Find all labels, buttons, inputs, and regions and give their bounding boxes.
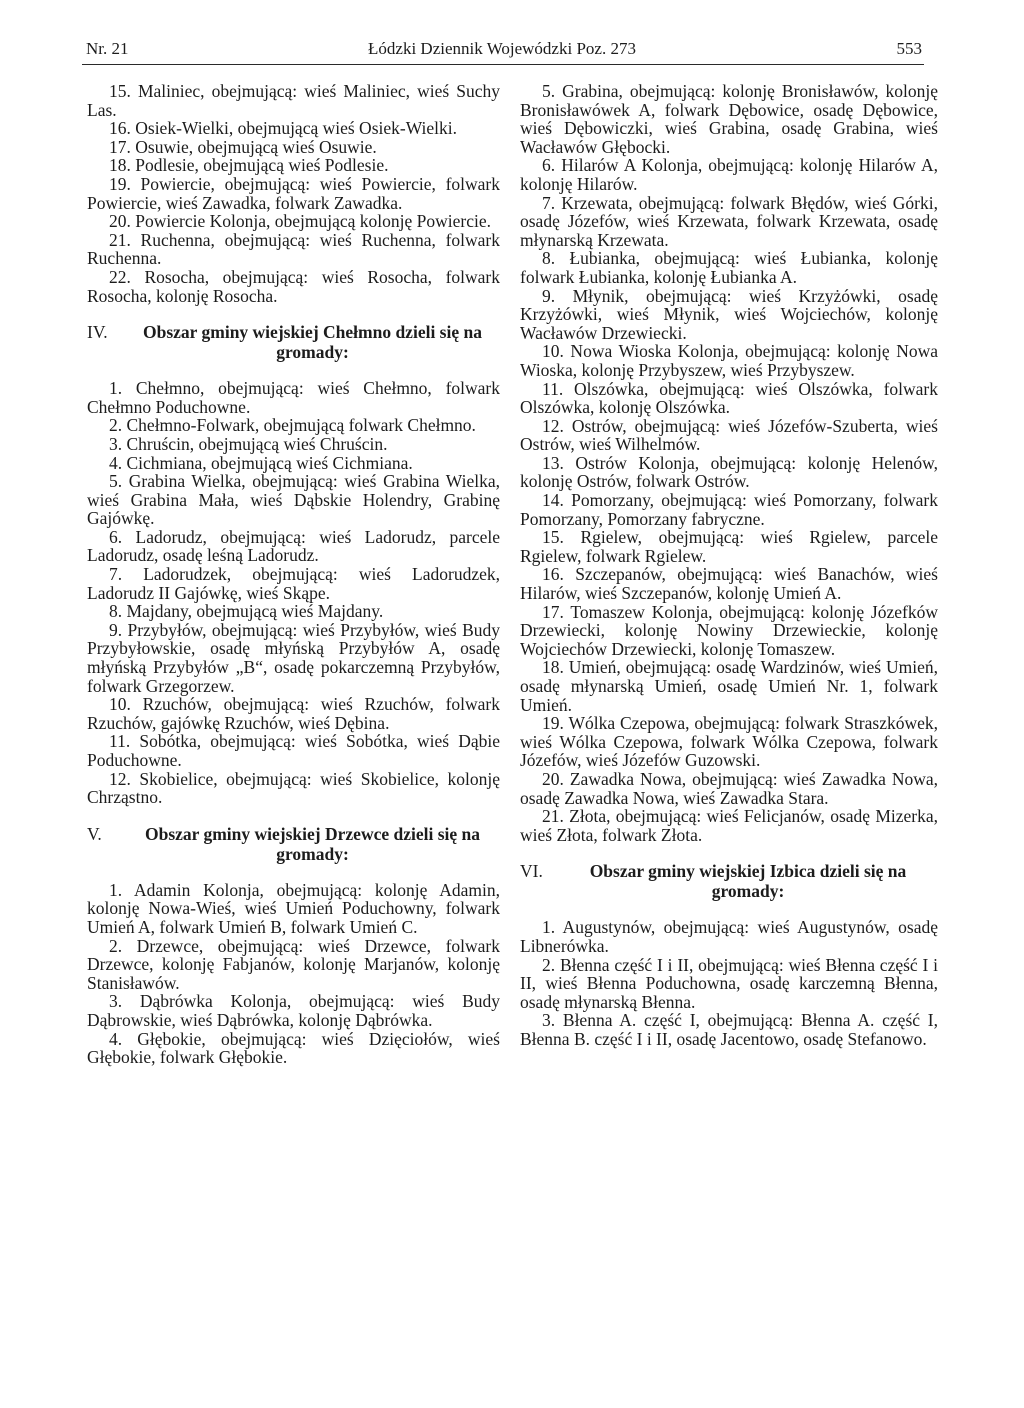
section-heading	[520, 861, 938, 901]
section-title: Obszar gminy wiejskiej Izbica dzieli się na gromady:	[589, 861, 907, 902]
list-item: 4. Głębokie, obejmującą: wieś Dzięciołów, wieś Głębokie, folwark Głębokie.	[87, 1028, 500, 1068]
list-item: 18. Umień, obejmującą: osadę Wardzinów, wieś Umień, osadę młynarską Umień, osadę Umień Nr. 1, folwark Umień.	[520, 657, 938, 715]
section-number: V.	[87, 823, 102, 844]
list-item: 17. Osuwie, obejmującą wieś Osuwie.	[109, 136, 377, 157]
list-item: 19. Wólka Czepowa, obejmującą: folwark Straszkówek, wieś Wólka Czepowa, folwark Wólka Czepowa, folwark Józefów, wieś Józefów Guzowski.	[520, 713, 938, 771]
list-item: 18. Podlesie, obejmującą wieś Podlesie.	[109, 155, 389, 176]
list-item: 8. Łubianka, obejmującą: wieś Łubianka, kolonję folwark Łubianka, kolonję Łubianka A.	[520, 248, 938, 287]
list-item: 20. Powiercie Kolonja, obejmującą kolonję Powiercie.	[109, 211, 491, 232]
list-item: 13. Ostrów Kolonja, obejmującą: kolonję Helenów, kolonję Ostrów, folwark Ostrów.	[520, 452, 938, 492]
list-item: 16. Osiek-Wielki, obejmującą wieś Osiek-Wielki.	[109, 118, 458, 139]
list-item: 7. Krzewata, obejmującą: folwark Błędów, wieś Górki, osadę Józefów, wieś Krzewata, folwark Krzewata, osadę młynarską Krzewata.	[520, 192, 938, 250]
list-item: 12. Skobielice, obejmującą: wieś Skobielice, kolonję Chrząstno.	[87, 768, 500, 808]
list-item: 14. Pomorzany, obejmującą: wieś Pomorzany, folwark Pomorzany, Pomorzany fabryczne.	[520, 490, 938, 529]
section-number: IV.	[87, 322, 108, 343]
list-item: 11. Sobótka, obejmującą: wieś Sobótka, wieś Dąbie Poduchowne.	[87, 731, 500, 770]
list-item: 10. Nowa Wioska Kolonja, obejmującą: kolonję Nowa Wioska, kolonję Przybyszew, wieś Przybyszew.	[520, 341, 938, 380]
journal-title: Łódzki Dziennik Wojewódzki Poz. 273	[368, 39, 636, 58]
list-item: 21. Złota, obejmującą: wieś Felicjanów, osadę Mizerka, wieś Złota, folwark Złota.	[520, 806, 938, 845]
list-item: 15. Maliniec, obejmującą: wieś Maliniec, wieś Suchy Las.	[87, 81, 500, 120]
right-column	[520, 82, 938, 1049]
list-item: 22. Rosocha, obejmującą: wieś Rosocha, folwark Rosocha, kolonję Rosocha.	[87, 266, 500, 306]
list-item: 4. Cichmiana, obejmującą wieś Cichmiana.	[109, 452, 413, 473]
list-item: 11. Olszówka, obejmującą: wieś Olszówka, folwark Olszówka, kolonję Olszówka.	[520, 378, 938, 418]
list-item: 16. Szczepanów, obejmującą: wieś Banachów, wieś Hilarów, wieś Szczepanów, kolonję Umień A.	[520, 564, 938, 604]
page-number: 553	[896, 39, 922, 58]
list-item: 12. Ostrów, obejmującą: wieś Józefów-Szuberta, wieś Ostrów, wieś Wilhelmów.	[520, 415, 938, 455]
list-item: 10. Rzuchów, obejmującą: wieś Rzuchów, folwark Rzuchów, gajówkę Rzuchów, wieś Dębina.	[87, 694, 500, 733]
list-item: 1. Chełmno, obejmującą: wieś Chełmno, folwark Chełmno Poduchowne.	[87, 378, 500, 417]
list-item: 3. Chruścin, obejmującą wieś Chruścin.	[109, 433, 388, 454]
section-title: Obszar gminy wiejskiej Chełmno dzieli się na gromady:	[143, 322, 482, 363]
list-item: 17. Tomaszew Kolonja, obejmującą: kolonję Józefków Drzewiecki, kolonję Nowiny Drzewieckie, kolonję Wojciechów Drzewiecki, kolonję Tomaszew.	[520, 601, 938, 659]
list-item: 7. Ladorudzek, obejmującą: wieś Ladorudzek, Ladorudz II Gajówkę, wieś Skąpe.	[87, 564, 500, 603]
list-item: 2. Błenna część I i II, obejmującą: wieś Błenna część I i II, wieś Błenna Poduchowna, osadę karczemną Błenna, osadę młynarską Błenna.	[520, 954, 938, 1012]
section-title: Obszar gminy wiejskiej Drzewce dzieli się na gromady:	[144, 823, 481, 864]
list-item: 8. Majdany, obejmującą wieś Majdany.	[109, 601, 384, 622]
list-item: 5. Grabina, obejmującą: kolonję Bronisławów, kolonję Bronisławówek A, folwark Dębowice, osadę Dębowice, wieś Dębowiczki, wieś Grabina, osadę Grabina, wieś Wacławów Głębocki.	[520, 81, 938, 157]
list-item: 15. Rgielew, obejmującą: wieś Rgielew, parcele Rgielew, folwark Rgielew.	[520, 527, 938, 566]
list-item: 9. Przybyłów, obejmującą: wieś Przybyłów, wieś Budy Przybyłowskie, osadę młyńską Przybyłów A, osadę młyńską Przybyłów „B“, osadę pokarczemną Przybyłów, folwark Grzegorzew.	[87, 619, 500, 696]
list-item: 6. Ladorudz, obejmującą: wieś Ladorudz, parcele Ladorudz, osadę leśną Ladorudz.	[87, 526, 500, 566]
section-heading	[87, 824, 500, 864]
section-number: VI.	[520, 861, 543, 882]
list-item: 1. Augustynów, obejmującą: wieś Augustynów, osadę Libnerówka.	[520, 917, 938, 956]
issue-number: Nr. 21	[86, 39, 129, 58]
header-rule	[82, 64, 924, 65]
list-item: 20. Zawadka Nowa, obejmującą: wieś Zawadka Nowa, osadę Zawadka Nowa, wieś Zawadka Stara.	[520, 768, 938, 808]
list-item: 1. Adamin Kolonja, obejmującą: kolonję Adamin, kolonję Nowa-Wieś, wieś Umień Poduchowny, folwark Umień A, folwark Umień B, folwark Umień C.	[87, 879, 500, 937]
list-item: 3. Dąbrówka Kolonja, obejmującą: wieś Budy Dąbrowskie, wieś Dąbrówka, kolonję Dąbrówka.	[87, 991, 500, 1030]
list-item: 6. Hilarów A Kolonja, obejmującą: kolonję Hilarów A, kolonję Hilarów.	[520, 155, 938, 194]
list-item: 21. Ruchenna, obejmującą: wieś Ruchenna, folwark Ruchenna.	[87, 229, 500, 269]
left-column	[87, 82, 500, 1067]
list-item: 3. Błenna A. część I, obejmującą: Błenna A. część I, Błenna B. część I i II, osadę Jacentowo, osadę Stefanowo.	[520, 1010, 938, 1049]
section-heading	[87, 322, 500, 362]
list-item: 2. Chełmno-Folwark, obejmującą folwark Chełmno.	[109, 415, 476, 436]
list-item: 2. Drzewce, obejmującą: wieś Drzewce, folwark Drzewce, kolonję Fabjanów, kolonję Marjanów, kolonję Stanisławów.	[87, 935, 500, 993]
list-item: 19. Powiercie, obejmującą: wieś Powiercie, folwark Powiercie, wieś Zawadka, folwark Zawadka.	[87, 173, 500, 213]
list-item: 9. Młynik, obejmującą: wieś Krzyżówki, osadę Krzyżówki, wieś Młynik, wieś Wojciechów, kolonję Wacławów Drzewiecki.	[520, 285, 938, 343]
list-item: 5. Grabina Wielka, obejmującą: wieś Grabina Wielka, wieś Grabina Mała, wieś Dąbskie Holendry, Grabinę Gajówkę.	[87, 471, 500, 529]
running-header	[82, 36, 922, 62]
